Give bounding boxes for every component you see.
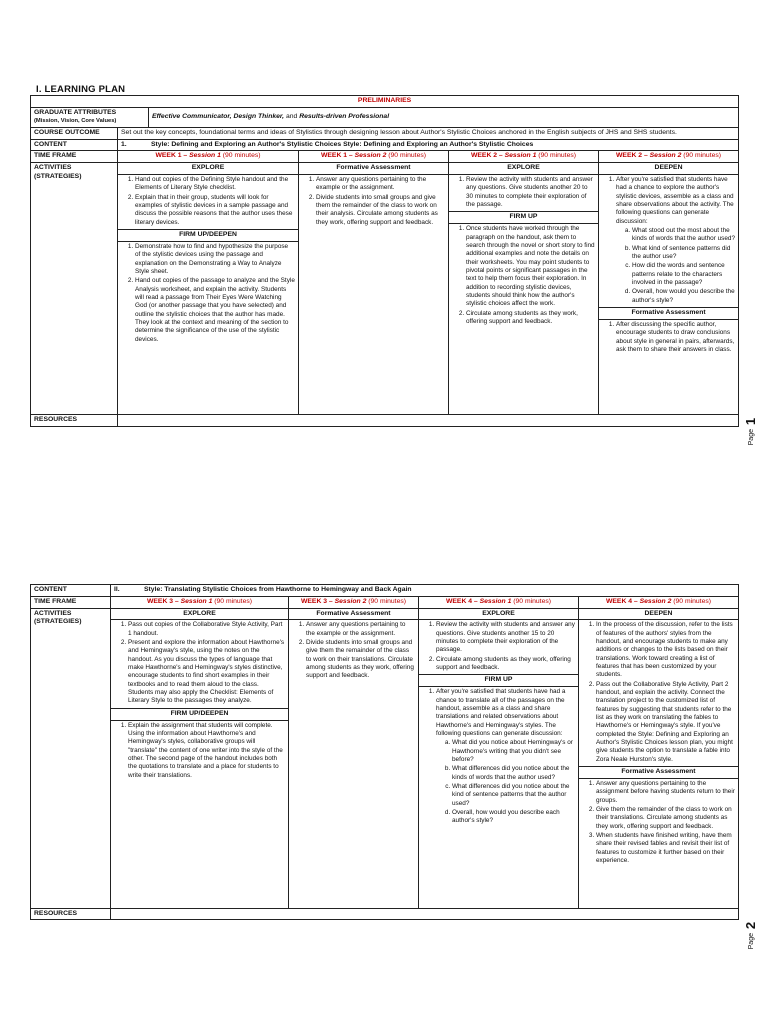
sub-list-item: c. How did the words and sentence patterns relate to the characters involved in the passage?: [632, 262, 735, 287]
page-number-label: Page: [747, 429, 755, 446]
activities-col-1: [111, 608, 289, 908]
firm-up-heading: FIRM UP: [449, 211, 598, 224]
session-label: Session 2: [354, 152, 387, 160]
list-item-text: After you're satisfied that students have had a chance to explore the author's stylistic devices, assemble as a class and share observations about the activity. The following questions can generate discussion:: [616, 176, 734, 225]
week-label: WEEK 3 –: [300, 597, 333, 605]
activities-col-4: [599, 163, 739, 415]
content-label: CONTENT: [31, 585, 111, 597]
graduate-attributes-title: GRADUATE ATTRIBUTES: [34, 108, 117, 116]
sub-list-item: d. Overall, how would you describe the author's style?: [632, 288, 735, 305]
time-frame-label: TIME FRAME: [31, 151, 118, 163]
content-text: Style: Translating Stylistic Choices from Hawthorne to Hemingway and Back Again: [144, 586, 412, 593]
list-item: 1. Review the activity with students and answer any questions. Give students another 20 to 30 minutes to complete their exploration of the passage.: [466, 176, 595, 209]
strategies-title: (STRATEGIES): [34, 173, 82, 181]
explore-heading: EXPLORE: [111, 609, 288, 621]
sub-list-item: a. What did you notice about Hemingway's or Hawthorne's writing that you didn't see before?: [452, 739, 575, 764]
activities-col-2: [299, 163, 449, 415]
graduate-attribute-secondary: Results-driven Professional: [299, 112, 390, 120]
list-item: 1. Explain the assignment that students will complete. Using the information about Hawthorne's and Hemingway's styles, collaborative groups will "translate" the content of one writer into the style of the other. The second page of the handout includes both the quotations to translate and a place for students to write their translations.: [128, 722, 285, 780]
page-number-2: [742, 922, 760, 949]
time-frame-week3-s2: [289, 596, 419, 608]
resources-label: RESOURCES: [31, 415, 118, 427]
list-item: 2. Explain that in their group, students will look for examples of stylistic devices in a sample passage and discuss the possible reasons that the author uses these literary devices.: [135, 194, 295, 227]
time-frame-week4-s1: [419, 596, 579, 608]
session-label: Session 2: [639, 597, 672, 605]
session-label: Session 1: [504, 152, 537, 160]
sub-list-item: d. Overall, how would you describe each author's style?: [452, 809, 575, 826]
content-text: Style: Defining and Exploring an Author's Stylistic Choices Style: Defining and Exploring an Author's Stylistic Choices: [151, 140, 534, 148]
activities-col-4: [579, 608, 739, 908]
list-item: [436, 688, 575, 825]
formative-assessment-heading: Formative Assessment: [299, 163, 448, 175]
list-item: 1. Answer any questions pertaining to the example or the assignment.: [306, 621, 415, 638]
page-number-value: 2: [743, 921, 759, 930]
formative-assessment-heading: Formative Assessment: [599, 307, 738, 320]
resources-label: RESOURCES: [31, 908, 111, 920]
list-item: 1. Demonstrate how to find and hypothesize the purpose of the stylistic devices using the passage and explanation on the Demonstrating a Way to Analyze Style sheet.: [135, 243, 295, 276]
deepen-heading: DEEPEN: [599, 163, 738, 175]
week-label: WEEK 2 –: [470, 152, 503, 160]
sub-list-item: b. What differences did you notice about the kinds of words that the author used?: [452, 765, 575, 782]
list-item: 1. Once students have worked through the paragraph on the handout, ask them to search through the novel or short story to find additional examples and note the details on their worksheets. You may point students to pivotal points or significant passages in the text to help them focus their exploration. In addition to recording stylistic devices, students should think how the author's stylistic choices affect the work.: [466, 225, 595, 308]
list-item: 2. Present and explore the information about Hawthorne's and Hemingway's style, using the notes on the handout. As you discuss the types of language that make Hawthorne's and Hemingway's styles distinctive, encourage students to find short examples in their textbooks and to read them aloud to the class. Students may also apply the Checklist: Elements of Literary Style to the passages they analyze.: [128, 639, 285, 706]
list-item: [616, 176, 735, 305]
activities-col-3: [419, 608, 579, 908]
formative-assessment-heading: Formative Assessment: [579, 766, 738, 779]
list-item: 2. Divide students into small groups and give them the remainder of the class to work on their translations. Circulate among students as they work, offering support and feedback.: [306, 639, 415, 681]
graduate-attribute-primary: Effective Communicator, Design Thinker,: [152, 112, 285, 120]
sub-list-item: a. What stood out the most about the kinds of words that the author used?: [632, 227, 735, 244]
page-title: I. LEARNING PLAN: [36, 84, 126, 95]
list-item: 1. After discussing the specific author, encourage students to draw conclusions about style in general in pairs, afterwards, ask them to share their answers in class.: [616, 321, 735, 354]
duration-label: (90 minutes): [214, 597, 253, 605]
list-item: 1. Answer any questions pertaining to the assignment before having students return to their groups.: [596, 780, 735, 805]
time-frame-week2-s2: [599, 151, 739, 163]
week-label: WEEK 2 –: [616, 152, 648, 160]
page-number-label: Page: [747, 933, 755, 950]
list-item: 1. Pass out copies of the Collaborative Style Activity, Part 1 handout.: [128, 621, 285, 638]
resources-value: [118, 415, 739, 427]
duration-label: (90 minutes): [388, 152, 427, 160]
sub-list-item: b. What kind of sentence patterns did the author use?: [632, 245, 735, 262]
page-number-1: [742, 418, 760, 445]
session-label: Session 2: [649, 152, 682, 160]
course-outcome-label: COURSE OUTCOME: [31, 127, 118, 139]
list-item: 2. Pass out the Collaborative Style Activity, Part 2 handout, and explain the activity. Connect the translation project to the customized list of features by suggesting that students refer to the list as they work on translating the fables to Hawthorne's or Hemingway's style. If you've completed the Style: Defining and Exploring an Author's Stylistic Choices lesson plan, you might give students the option to translate a fable into Zora Neale Hurston's style.: [596, 681, 735, 764]
list-item: 2. Circulate among students as they work, offering support and feedback.: [436, 656, 575, 673]
time-frame-week2-s1: [449, 151, 599, 163]
graduate-attributes-subtitle: (Mission, Vision, Core Values): [34, 117, 117, 124]
time-frame-week3-s1: [111, 596, 289, 608]
activities-label: [31, 608, 111, 908]
firm-up-heading: FIRM UP: [419, 674, 578, 687]
explore-heading: EXPLORE: [118, 163, 298, 175]
time-frame-week1-s1: [118, 151, 299, 163]
session-label: Session 1: [479, 597, 512, 605]
week-label: WEEK 1 –: [155, 152, 188, 160]
learning-plan-table-2: [30, 584, 739, 920]
week-label: WEEK 4 –: [605, 597, 638, 605]
resources-value: [111, 908, 739, 920]
activities-label: [31, 163, 118, 415]
content-number: II.: [114, 586, 120, 593]
formative-assessment-heading: Formative Assessment: [289, 609, 418, 621]
strategies-title: (STRATEGIES): [34, 618, 82, 626]
list-item: 1. Answer any questions pertaining to the example or the assignment.: [316, 176, 445, 193]
duration-label: (90 minutes): [683, 152, 722, 160]
graduate-attributes-value: [149, 107, 739, 127]
activities-col-1: [118, 163, 299, 415]
duration-label: (90 minutes): [222, 152, 261, 160]
learning-plan-table-1: [30, 95, 739, 427]
firm-up-deepen-heading: FIRM UP/DEEPEN: [118, 229, 298, 242]
page-number-value: 1: [743, 417, 759, 426]
explore-heading: EXPLORE: [449, 163, 598, 175]
list-item: 2. Divide students into small groups and give them the remainder of the class to work on their analysis. Circulate among students as they work, offering support and feedback.: [316, 194, 445, 227]
list-item: 1. In the process of the discussion, refer to the lists of features of the authors' styles from the handout, and encourage students to make any additions or changes to the lists based on their translations. Work toward creating a list of features that has been customized by your students.: [596, 621, 735, 679]
list-item: 2. Give them the remainder of the class to work on their translations. Circulate among students as they work, offering support and feedback.: [596, 806, 735, 831]
list-item: 1. Hand out copies of the Defining Style handout and the Elements of Literary Style checklist.: [135, 176, 295, 193]
session-label: Session 1: [189, 152, 221, 160]
list-item: 1. Review the activity with students and answer any questions. Give students another 15 to 20 minutes to complete their exploration of the passage.: [436, 621, 575, 654]
duration-label: (90 minutes): [673, 597, 712, 605]
week-label: WEEK 4 –: [445, 597, 478, 605]
activities-col-2: [289, 608, 419, 908]
session-label: Session 2: [334, 597, 367, 605]
content-label: CONTENT: [31, 139, 118, 151]
session-label: Session 1: [180, 597, 213, 605]
time-frame-week4-s2: [579, 596, 739, 608]
list-item: 2. Circulate among students as they work, offering support and feedback.: [466, 310, 595, 327]
list-item: 2. Hand out copies of the passage to analyze and the Style Analysis worksheet, and explain the activity. Students will read a passage from Their Eyes Were Watching God (or another passage that you have selected) and outline the stylistic choices that the author has made. They look at the context and meaning of the section to determine the significance of the use of the stylistic devices.: [135, 277, 295, 344]
week-label: WEEK 1 –: [320, 152, 353, 160]
week-label: WEEK 3 –: [146, 597, 179, 605]
sub-list-item: c. What differences did you notice about the kind of sentence patterns that the author used?: [452, 783, 575, 808]
deepen-heading: DEEPEN: [579, 609, 738, 621]
content-value: [111, 585, 739, 597]
explore-heading: EXPLORE: [419, 609, 578, 621]
time-frame-label: TIME FRAME: [31, 596, 111, 608]
firm-up-deepen-heading: FIRM UP/DEEPEN: [111, 708, 288, 721]
graduate-attributes-label: [31, 107, 149, 127]
duration-label: (90 minutes): [513, 597, 552, 605]
graduate-attribute-conjunction: and: [284, 112, 300, 120]
list-item-text: After you're satisfied that students have had a chance to translate all of the passages on the handout, assemble as a class and share translations and related observations about Hawthorne's and Hemingway's styles. The following questions can generate discussion:: [436, 688, 566, 737]
duration-label: (90 minutes): [368, 597, 407, 605]
preliminaries-header: PRELIMINARIES: [31, 96, 739, 108]
content-number: 1.: [121, 140, 127, 148]
list-item: 3. When students have finished writing, have them share their revised fables and revisit their list of features to customize it further based on their experience.: [596, 832, 735, 865]
activities-title: ACTIVITIES: [34, 609, 72, 617]
content-value: [118, 139, 739, 151]
activities-title: ACTIVITIES: [34, 164, 72, 172]
course-outcome-value: Set out the key concepts, foundational terms and ideas of Stylistics through designing lesson about Author's Stylistic Choices anchored in the English subjects of JHS and SHS students.: [118, 127, 739, 139]
activities-col-3: [449, 163, 599, 415]
duration-label: (90 minutes): [538, 152, 577, 160]
time-frame-week1-s2: [299, 151, 449, 163]
